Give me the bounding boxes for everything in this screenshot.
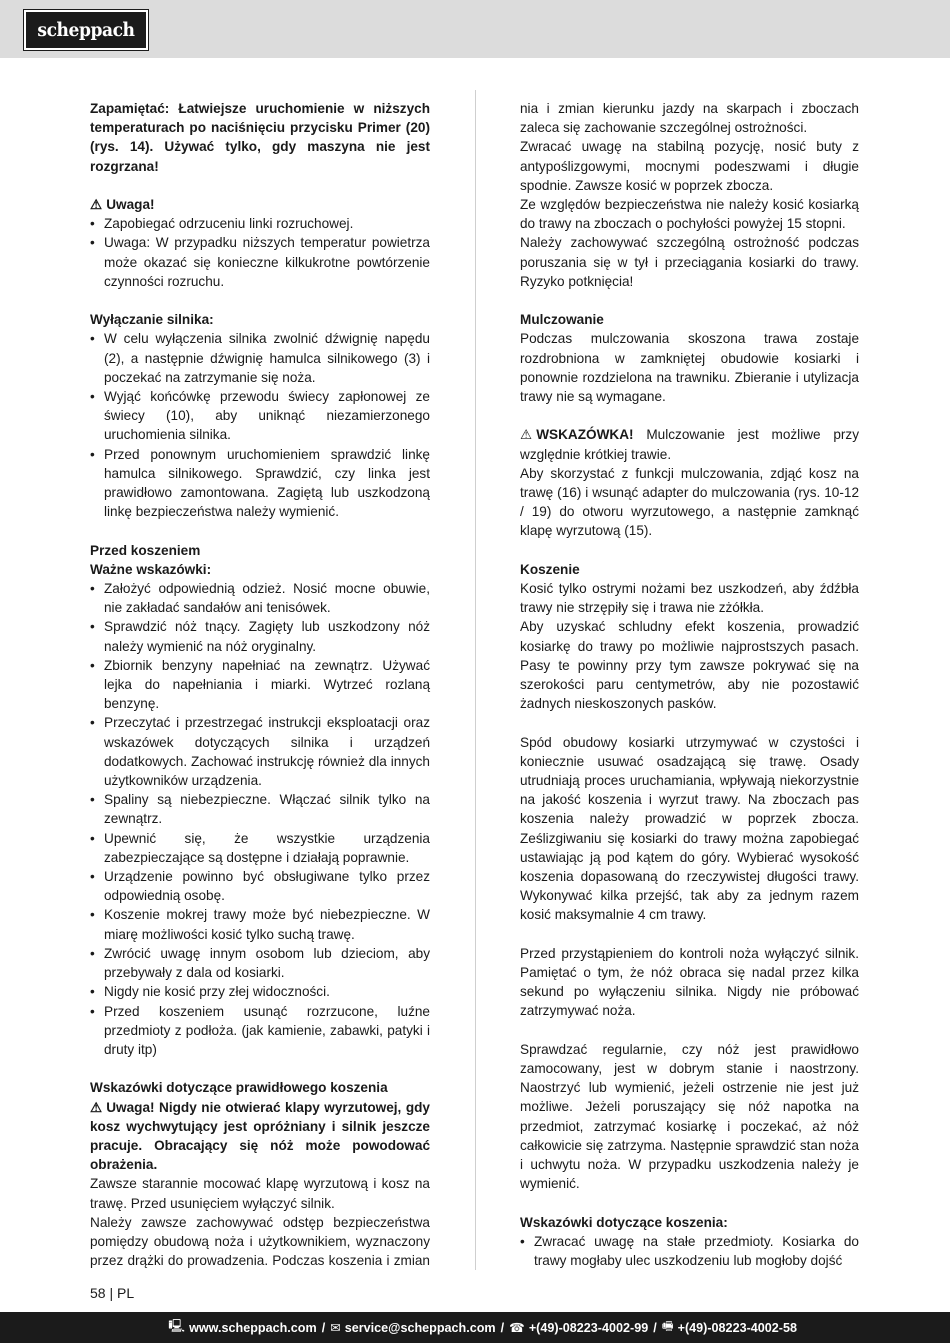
list-item: • Zwracać uwagę na stałe przedmioty. Kosiarka do trawy mogłaby ulec uszkodzeniu lub mogłoby dojść <box>520 1233 859 1269</box>
footer-website[interactable]: 🖳 www.scheppach.com <box>168 1317 316 1338</box>
page-number: 58 | PL <box>90 1285 135 1301</box>
list-item: • Spaliny są niebezpieczne. Włączać silnik tylko na zewnątrz. <box>90 792 430 827</box>
warning-triangle-icon: ⚠ <box>90 1099 103 1115</box>
footer-contact-bar <box>0 1312 950 1343</box>
proper-mowing-warning: ⚠ Uwaga! Nigdy nie otwierać klapy wyrzutowej, gdy kosz wychwytujący jest opróżniany i silnik jeszcze pracuje. Obracający się nóż może powodować obrażenia. <box>90 1099 430 1173</box>
warning-list <box>90 214 430 291</box>
footer-separator: / <box>321 1320 326 1335</box>
list-item: • Upewnić się, że wszystkie urządzenia zabezpieczające są dostępne i działają poprawnie. <box>90 830 430 865</box>
primer-note: Zapamiętać: Łatwiejsze uruchomienie w niższych temperaturach po naciśnięciu przycisku Primer (20) (rys. 14). Używać tylko, gdy maszyna nie jest rozgrzana! <box>90 101 430 174</box>
list-item: • Uwaga: W przypadku niższych temperatur powietrza może okazać się konieczne kilkukrotne powtórzenie czynności rozruchu. <box>90 235 430 289</box>
phone-icon: ☎ <box>509 1321 525 1335</box>
list-item: • Nigdy nie kosić przy złej widoczności. <box>90 984 330 1000</box>
mulching-hint: ⚠ WSKAZÓWKA! Mulczowanie jest możliwe przy względnie krótkiej trawie. <box>520 427 860 462</box>
email-icon: ✉ <box>330 1321 341 1335</box>
warning-triangle-icon: ⚠ <box>90 197 103 212</box>
header-band <box>0 0 950 58</box>
section-heading-mowing: Koszenie <box>520 561 580 577</box>
footer-email[interactable]: ✉ service@scheppach.com <box>330 1320 496 1335</box>
paragraph: Aby uzyskać schludny efekt koszenia, prowadzić kosiarkę do trawy po możliwie najprostszych pasach. Pasy te powinny przy tym zawsze pokrywać się na szerokości paru centymetrów, aby nie pozostawić żadnych nieskoszonych pasków. <box>520 619 859 712</box>
list-item: • Zapobiegać odrzuceniu linki rozruchowej. <box>90 216 354 232</box>
warning-triangle-icon: ⚠ <box>520 427 533 443</box>
mowing-tips-list <box>520 1232 859 1270</box>
list-item: • Przed koszeniem usunąć rozrzucone, luźne przedmioty z podłoża. (jak kamienie, zabawki, patyki i druty itp) <box>90 1003 430 1057</box>
paragraph: Przed przystąpieniem do kontroli noża wyłączyć silnik. Pamiętać o tym, że nóż obraca się nadal przez kilka sekund po wyłączeniu silnika. Nigdy nie próbować zatrzymywać noża. <box>520 945 859 1019</box>
footer-separator: / <box>653 1320 657 1335</box>
list-item: • Przeczytać i przestrzegać instrukcji eksploatacji oraz wskazówek dotyczących silnika i urządzeń dodatkowych. Zachować instrukcję również dla innych użytkowników urządzenia. <box>90 715 430 789</box>
column-divider <box>475 90 476 1270</box>
section-heading-engine-stop: Wyłączanie silnika: <box>90 312 214 328</box>
engine-stop-list <box>90 329 430 521</box>
paragraph: Zwracać uwagę na stabilną pozycję, nosić buty z antypoślizgowymi, mocnymi podeszwami i długie spodnie. Zawsze kosić w poprzek zbocza. <box>520 139 859 193</box>
list-item: • Przed ponownym uruchomieniem sprawdzić linkę hamulca silnikowego. Sprawdzić, czy linka jest prawidłowo zamontowana. Zagiętą lub uszkodzoną linkę bezpieczeństwa należy wymienić. <box>90 446 430 520</box>
list-item: • Koszenie mokrej trawy może być niebezpieczne. W miarę możliwości kosić tylko suchą trawę. <box>90 907 430 942</box>
list-item: • Urządzenie powinno być obsługiwane tylko przez odpowiednią osobę. <box>90 869 430 904</box>
paragraph: Aby skorzystać z funkcji mulczowania, zdjąć kosz na trawę (16) i wsunąć adapter do mulczowania (rys. 10-12 / 19) do otworu wyrzutowego, a następnie zamknąć klapę wyrzutową (15). <box>520 465 859 539</box>
warning-heading <box>90 195 430 214</box>
footer-separator: / <box>500 1320 505 1335</box>
section-heading-mowing-tips: Wskazówki dotyczące koszenia: <box>520 1214 728 1230</box>
paragraph: Sprawdzać regularnie, czy nóż jest prawidłowo zamocowany, jest w dobrym stanie i naostrzony. Naostrzyć lub wymienić, jeżeli ostrzenie nie jest już możliwe. Jeżeli poruszający się nóż napotka na przedmiot, zatrzymać kosiarkę i poczekać, aż nóż całkowicie się zatrzyma. Następnie sprawdzić stan noża i uchwytu noża. W przypadku uszkodzenia należy je wymienić. <box>520 1041 859 1192</box>
paragraph: Spód obudowy kosiarki utrzymywać w czystości i koniecznie usuwać osadzającą się trawę. Osady utrudniają proces uruchamiania, wpływają niekorzystnie na jakość koszenia i wyrzut trawy. Na zboczach pas koszenia należy prowadzić w poprzek zbocza. Ześlizgiwaniu się kosiarki do trawy można zapobiegać ustawiając ją pod kątem do góry. Wybierać wysokość koszenia dopasowaną do rzeczywistej długości trawy. Wykonywać kilka przejść, tak aby za jednym razem kosić maksymalnie 4 cm trawy. <box>520 734 859 923</box>
paragraph: Kosić tylko ostrymi nożami bez uszkodzeń, aby źdźbła trawy nie strzępiły się i trawa nie zżółkła. <box>520 581 859 616</box>
list-item: • Zwrócić uwagę innym osobom lub dzieciom, aby przebywały z dala od kosiarki. <box>90 945 430 981</box>
list-item: • Wyjąć końcówkę przewodu świecy zapłonowej ze świecy (10), aby uniknąć niezamierzonego uruchomienia silnika. <box>90 389 430 443</box>
paragraph: Ze względów bezpieczeństwa nie należy kosić kosiarką do trawy na zboczach o pochyłości powyżej 15 stopni. <box>520 197 859 232</box>
computer-icon: 🖳 <box>168 1319 186 1333</box>
paragraph: Należy zawsze zachowywać odstęp bezpieczeństwa pomiędzy obudową noża i użytkownikiem, wyznaczony przez drążki do prowadzenia. Podczas koszenia i zmian <box>90 1214 430 1269</box>
hint-label: WSKAZÓWKA! <box>536 427 634 443</box>
list-item: • W celu wyłączenia silnika zwolnić dźwignię napędu (2), a następnie dźwignię hamulca silnikowego (3) i poczekać na zatrzymanie się noża. <box>90 331 430 385</box>
list-item: • Zbiornik benzyny napełniać na zewnątrz. Używać lejka do napełniania i miarki. Wytrzeć rozlaną benzynę. <box>90 657 430 712</box>
left-column <box>90 99 430 1270</box>
section-subheading-important: Ważne wskazówki: <box>90 561 212 577</box>
list-item: • Założyć odpowiednią odzież. Nosić mocne obuwie, nie zakładać sandałów ani tenisówek. <box>90 581 430 616</box>
paragraph: Zawsze starannie mocować klapę wyrzutową i kosz na trawę. Przed usunięciem wyłączyć silnik. <box>90 1176 430 1211</box>
paragraph: Należy zachowywać szczególną ostrożność podczas poruszania się w tył i przeciągania kosiarki do trawy. Ryzyko potknięcia! <box>520 235 859 289</box>
before-mowing-list <box>90 579 430 1059</box>
section-heading-before-mowing: Przed koszeniem <box>90 542 201 558</box>
footer-fax: 🖷 +(49)-08223-4002-58 <box>662 1317 797 1338</box>
fax-icon: 🖷 <box>661 1319 674 1333</box>
list-item: • Sprawdzić nóż tnący. Zagięty lub uszkodzony nóż należy wymienić na nóż oryginalny. <box>90 619 430 654</box>
paragraph: Podczas mulczowania skoszona trawa zostaje rozdrobniona w zamkniętej obudowie kosiarki i ponownie rozdzielona na trawniku. Zbieranie i utylizacja trawy nie są wymagane. <box>520 331 859 405</box>
section-heading-mulching: Mulczowanie <box>520 312 604 328</box>
footer-phone: ☎ +(49)-08223-4002-99 <box>509 1320 649 1335</box>
paragraph-continued: nia i zmian kierunku jazdy na skarpach i zboczach zaleca się zachowanie szczególnej ostrożności. <box>520 101 859 136</box>
brand-logo-text: scheppach <box>37 19 135 41</box>
right-column <box>520 99 859 1270</box>
section-heading-proper-mowing: Wskazówki dotyczące prawidłowego koszenia <box>90 1080 388 1096</box>
warning-title: Uwaga! <box>106 197 155 212</box>
scheppach-logo <box>24 10 148 50</box>
